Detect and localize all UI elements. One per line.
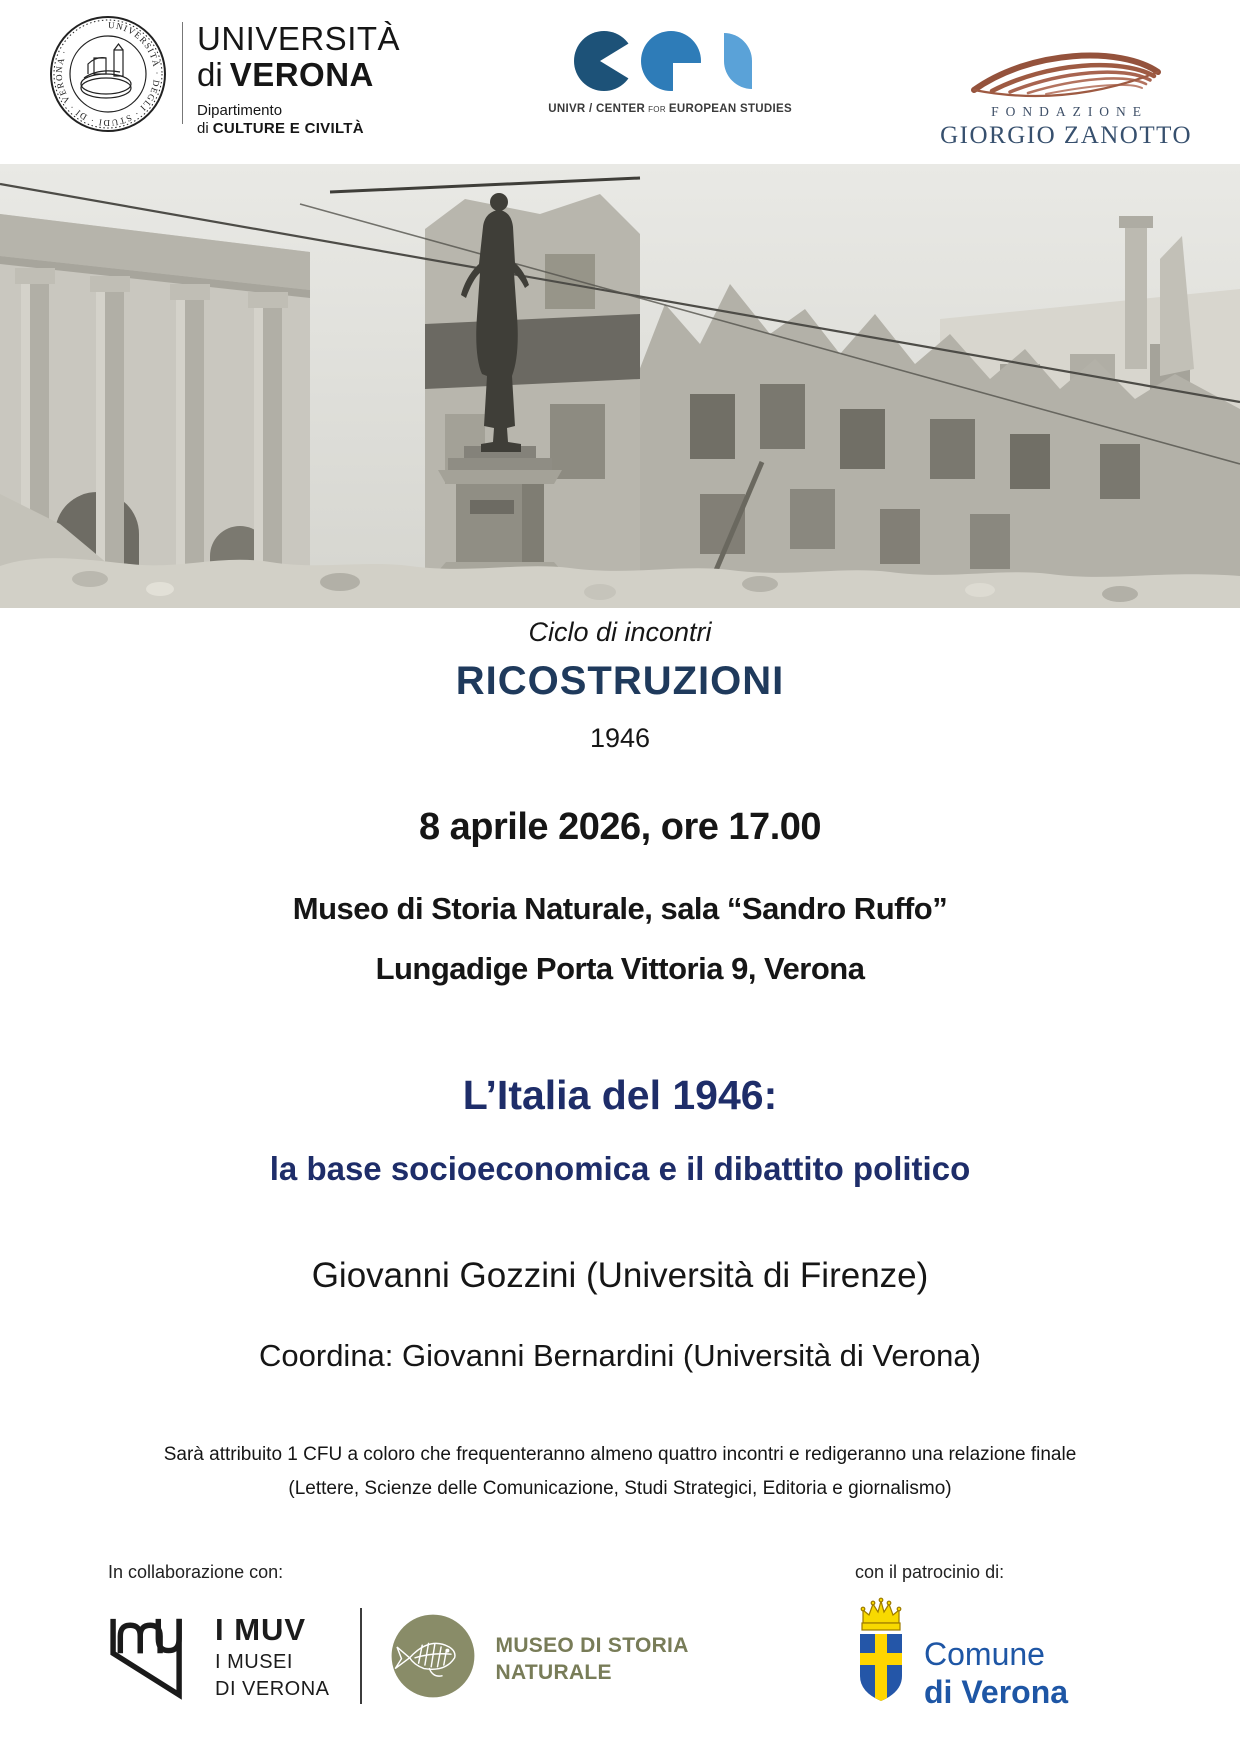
speaker-name: Giovanni Gozzini (Università di Firenze) <box>311 1256 929 1295</box>
series-label: Ciclo di incontri <box>528 617 712 647</box>
event-datetime: 8 aprile 2026, ore 17.00 <box>418 806 822 848</box>
ruins-photo <box>0 164 1240 608</box>
univr-dept-name: di CULTURE E CIVILTÀ <box>197 120 364 137</box>
comune-name-line1: Comune <box>924 1636 1045 1672</box>
series-title: RICOSTRUZIONI <box>455 659 785 703</box>
fondazione-logo <box>940 34 1192 150</box>
seal-arena-drawing <box>81 44 131 98</box>
univr-city-line: di VERONA <box>197 56 374 93</box>
comune-di-verona-logo <box>850 1596 1068 1714</box>
univr-seal-icon <box>48 14 168 134</box>
museo-name-line2: NATURALE <box>495 1661 612 1684</box>
univr-logo <box>48 14 400 136</box>
cfu-note-line2: (Lettere, Scienze delle Comunicazione, Studi Strategici, Editoria e giornalismo) <box>288 1478 952 1499</box>
imuv-sub1: I MUSEI <box>215 1650 293 1673</box>
poster-footer <box>0 1558 1240 1733</box>
venue-line1: Museo di Storia Naturale, sala “Sandro Ruffo” <box>292 891 948 926</box>
collaboration-label: In collaborazione con: <box>108 1562 284 1582</box>
ces-icon <box>572 28 768 94</box>
museo-logo-text <box>496 1629 689 1683</box>
ruins-photo-illustration <box>0 164 1240 608</box>
footer-logo-divider <box>360 1608 362 1704</box>
fondazione-name-line2: GIORGIO ZANOTTO <box>940 122 1192 149</box>
univr-title: UNIVERSITÀ <box>197 20 401 57</box>
imuv-sub2: DI VERONA <box>215 1677 330 1700</box>
imuv-logo-icon <box>95 1604 199 1708</box>
univr-logo-text <box>197 14 400 136</box>
fondazione-swoosh-icon <box>960 34 1172 100</box>
comune-crest-icon <box>850 1596 912 1714</box>
venue-line2: Lungadige Porta Vittoria 9, Verona <box>375 951 865 986</box>
imuv-name: I MUV <box>215 1611 307 1647</box>
univr-dept-label: Dipartimento <box>197 102 283 119</box>
museo-fish-icon <box>388 1611 478 1701</box>
cfu-note-line1: Sarà attribuito 1 CFU a coloro che frequenteranno almeno quattro incontri e redigeranno una relazione finale <box>163 1444 1077 1465</box>
header-logos <box>0 0 1240 164</box>
imuv-logo-text <box>215 1611 330 1700</box>
comune-name-line2: di Verona <box>924 1674 1069 1710</box>
moderator-name: Coordina: Giovanni Bernardini (Università di Verona) <box>259 1338 981 1373</box>
ces-caption: UNIVR / CENTER FOR EUROPEAN STUDIES <box>548 103 792 115</box>
ces-logo <box>548 28 792 115</box>
talk-title-line1: L’Italia del 1946: <box>462 1072 778 1118</box>
seal-ring-text: UNIVERSITÀ · DEGLI · STUDI · DI · VERONA · <box>53 19 162 129</box>
poster-body <box>0 616 1240 1502</box>
comune-logo-text <box>924 1638 1068 1708</box>
imuv-museo-logos <box>95 1604 689 1708</box>
talk-title-line2: la base socioeconomica e il dibattito politico <box>269 1150 971 1187</box>
patronage-label: con il patrocinio di: <box>855 1562 1005 1582</box>
univr-logo-divider <box>182 22 183 124</box>
series-year: 1946 <box>589 723 651 753</box>
fondazione-name-line1: FONDAZIONE <box>991 104 1149 119</box>
museo-name-line1: MUSEO DI STORIA <box>495 1634 689 1657</box>
